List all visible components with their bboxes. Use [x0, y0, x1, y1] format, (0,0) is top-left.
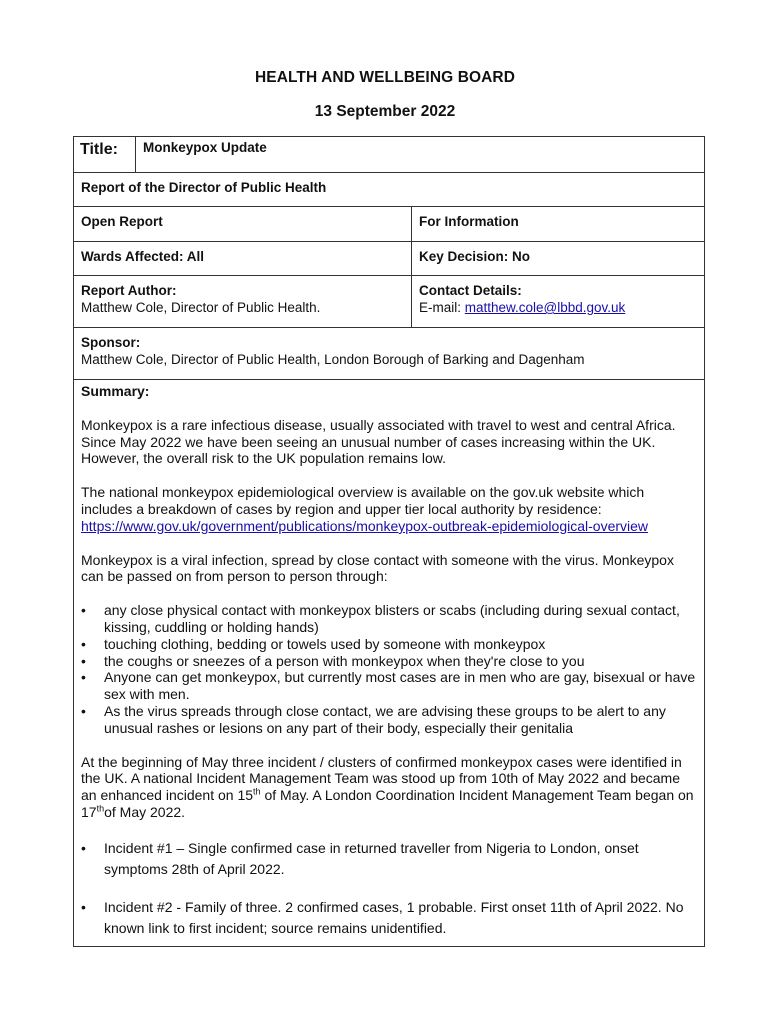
- summary-heading: Summary:: [81, 383, 150, 399]
- email-link[interactable]: matthew.cole@lbbd.gov.uk: [464, 300, 626, 315]
- wards-row: [74, 242, 704, 276]
- author-cell: [74, 276, 412, 327]
- summary-para-2: [81, 484, 697, 534]
- incident-2: • Incident #2 - Family of three. 2 confirmed cases, 1 probable. First onset 11th of April 2022. No known link to first incident; source remains unidentified.: [81, 897, 697, 939]
- sponsor-row: [74, 328, 704, 380]
- author-value: Matthew Cole, Director of Public Health.: [81, 300, 321, 315]
- summary-cell: [74, 380, 704, 942]
- title-value: Monkeypox Update: [143, 140, 267, 155]
- author-row: [74, 276, 704, 328]
- list-item: • touching clothing, bedding or towels used by someone with monkeypox: [81, 636, 697, 653]
- list-item: • Anyone can get monkeypox, but currently most cases are in men who are gay, bisexual or have sex with men.: [81, 669, 697, 703]
- para-4-c: of May 2022.: [104, 803, 186, 820]
- sup-1: th: [253, 786, 261, 797]
- author-label: Report Author:: [81, 283, 177, 298]
- sponsor-value: Matthew Cole, Director of Public Health, London Borough of Barking and Dagenham: [81, 352, 585, 367]
- summary-para-1: Monkeypox is a rare infectious disease, usually associated with travel to west and central Africa. Since May 2022 we have been seeing an unusual number of cases increasing within the UK. However, the overall risk to the UK population remains low.: [81, 416, 676, 467]
- key-decision: Key Decision: No: [419, 249, 531, 264]
- email-prefix: E-mail:: [419, 300, 465, 315]
- report-of: Report of the Director of Public Health: [81, 180, 327, 195]
- report-of-row: [74, 173, 704, 207]
- summary-row: [74, 380, 704, 946]
- gov-uk-link[interactable]: https://www.gov.uk/government/publications/monkeypox-outbreak-epidemiological-overview: [81, 517, 649, 534]
- list-item: • any close physical contact with monkeypox blisters or scabs (including during sexual contact, kissing, cuddling or holding hands): [81, 602, 697, 636]
- title-row: [74, 137, 704, 173]
- summary-para-3: Monkeypox is a viral infection, spread by close contact with someone with the virus. Monkeypox can be passed on from person to person through:: [81, 551, 674, 585]
- incident-1: • Incident #1 – Single confirmed case in returned traveller from Nigeria to London, onset symptoms 28th of April 2022.: [81, 838, 697, 880]
- list-item: • As the virus spreads through close contact, we are advising these groups to be alert to any unusual rashes or lesions on any part of their body, especially their genitalia: [81, 703, 697, 737]
- report-table: [73, 136, 705, 947]
- transmission-list: [81, 602, 697, 736]
- contact-label: Contact Details:: [419, 283, 522, 298]
- contact-cell: [412, 276, 704, 327]
- title-label: Title:: [74, 137, 136, 172]
- for-information: For Information: [419, 214, 519, 229]
- list-item: • the coughs or sneezes of a person with monkeypox when they're close to you: [81, 653, 697, 670]
- summary-para-4: [81, 754, 697, 821]
- sponsor-cell: [74, 328, 704, 374]
- contact-email-line: [419, 299, 697, 316]
- para-4-b: of May. A London Coordination Incident Management Team began on 17: [81, 787, 694, 820]
- open-report: Open Report: [74, 207, 412, 241]
- wards-affected: Wards Affected: All: [74, 242, 412, 275]
- sup-2: th: [96, 803, 105, 814]
- para-2-text: The national monkeypox epidemiological overview is available on the gov.uk website which includes a breakdown of cases by region and upper tier local authority by residence:: [81, 484, 645, 517]
- meeting-date: 13 September 2022: [314, 103, 456, 120]
- para-4-a: At the beginning of May three incident / clusters of confirmed monkeypox cases were identified in the UK. A national Incident Management Team was stood up from 10th of May 2022 and became an enhanced incident on 15: [81, 753, 682, 804]
- open-report-row: [74, 207, 704, 242]
- sponsor-label: Sponsor:: [81, 335, 141, 350]
- board-title: HEALTH AND WELLBEING BOARD: [254, 69, 516, 86]
